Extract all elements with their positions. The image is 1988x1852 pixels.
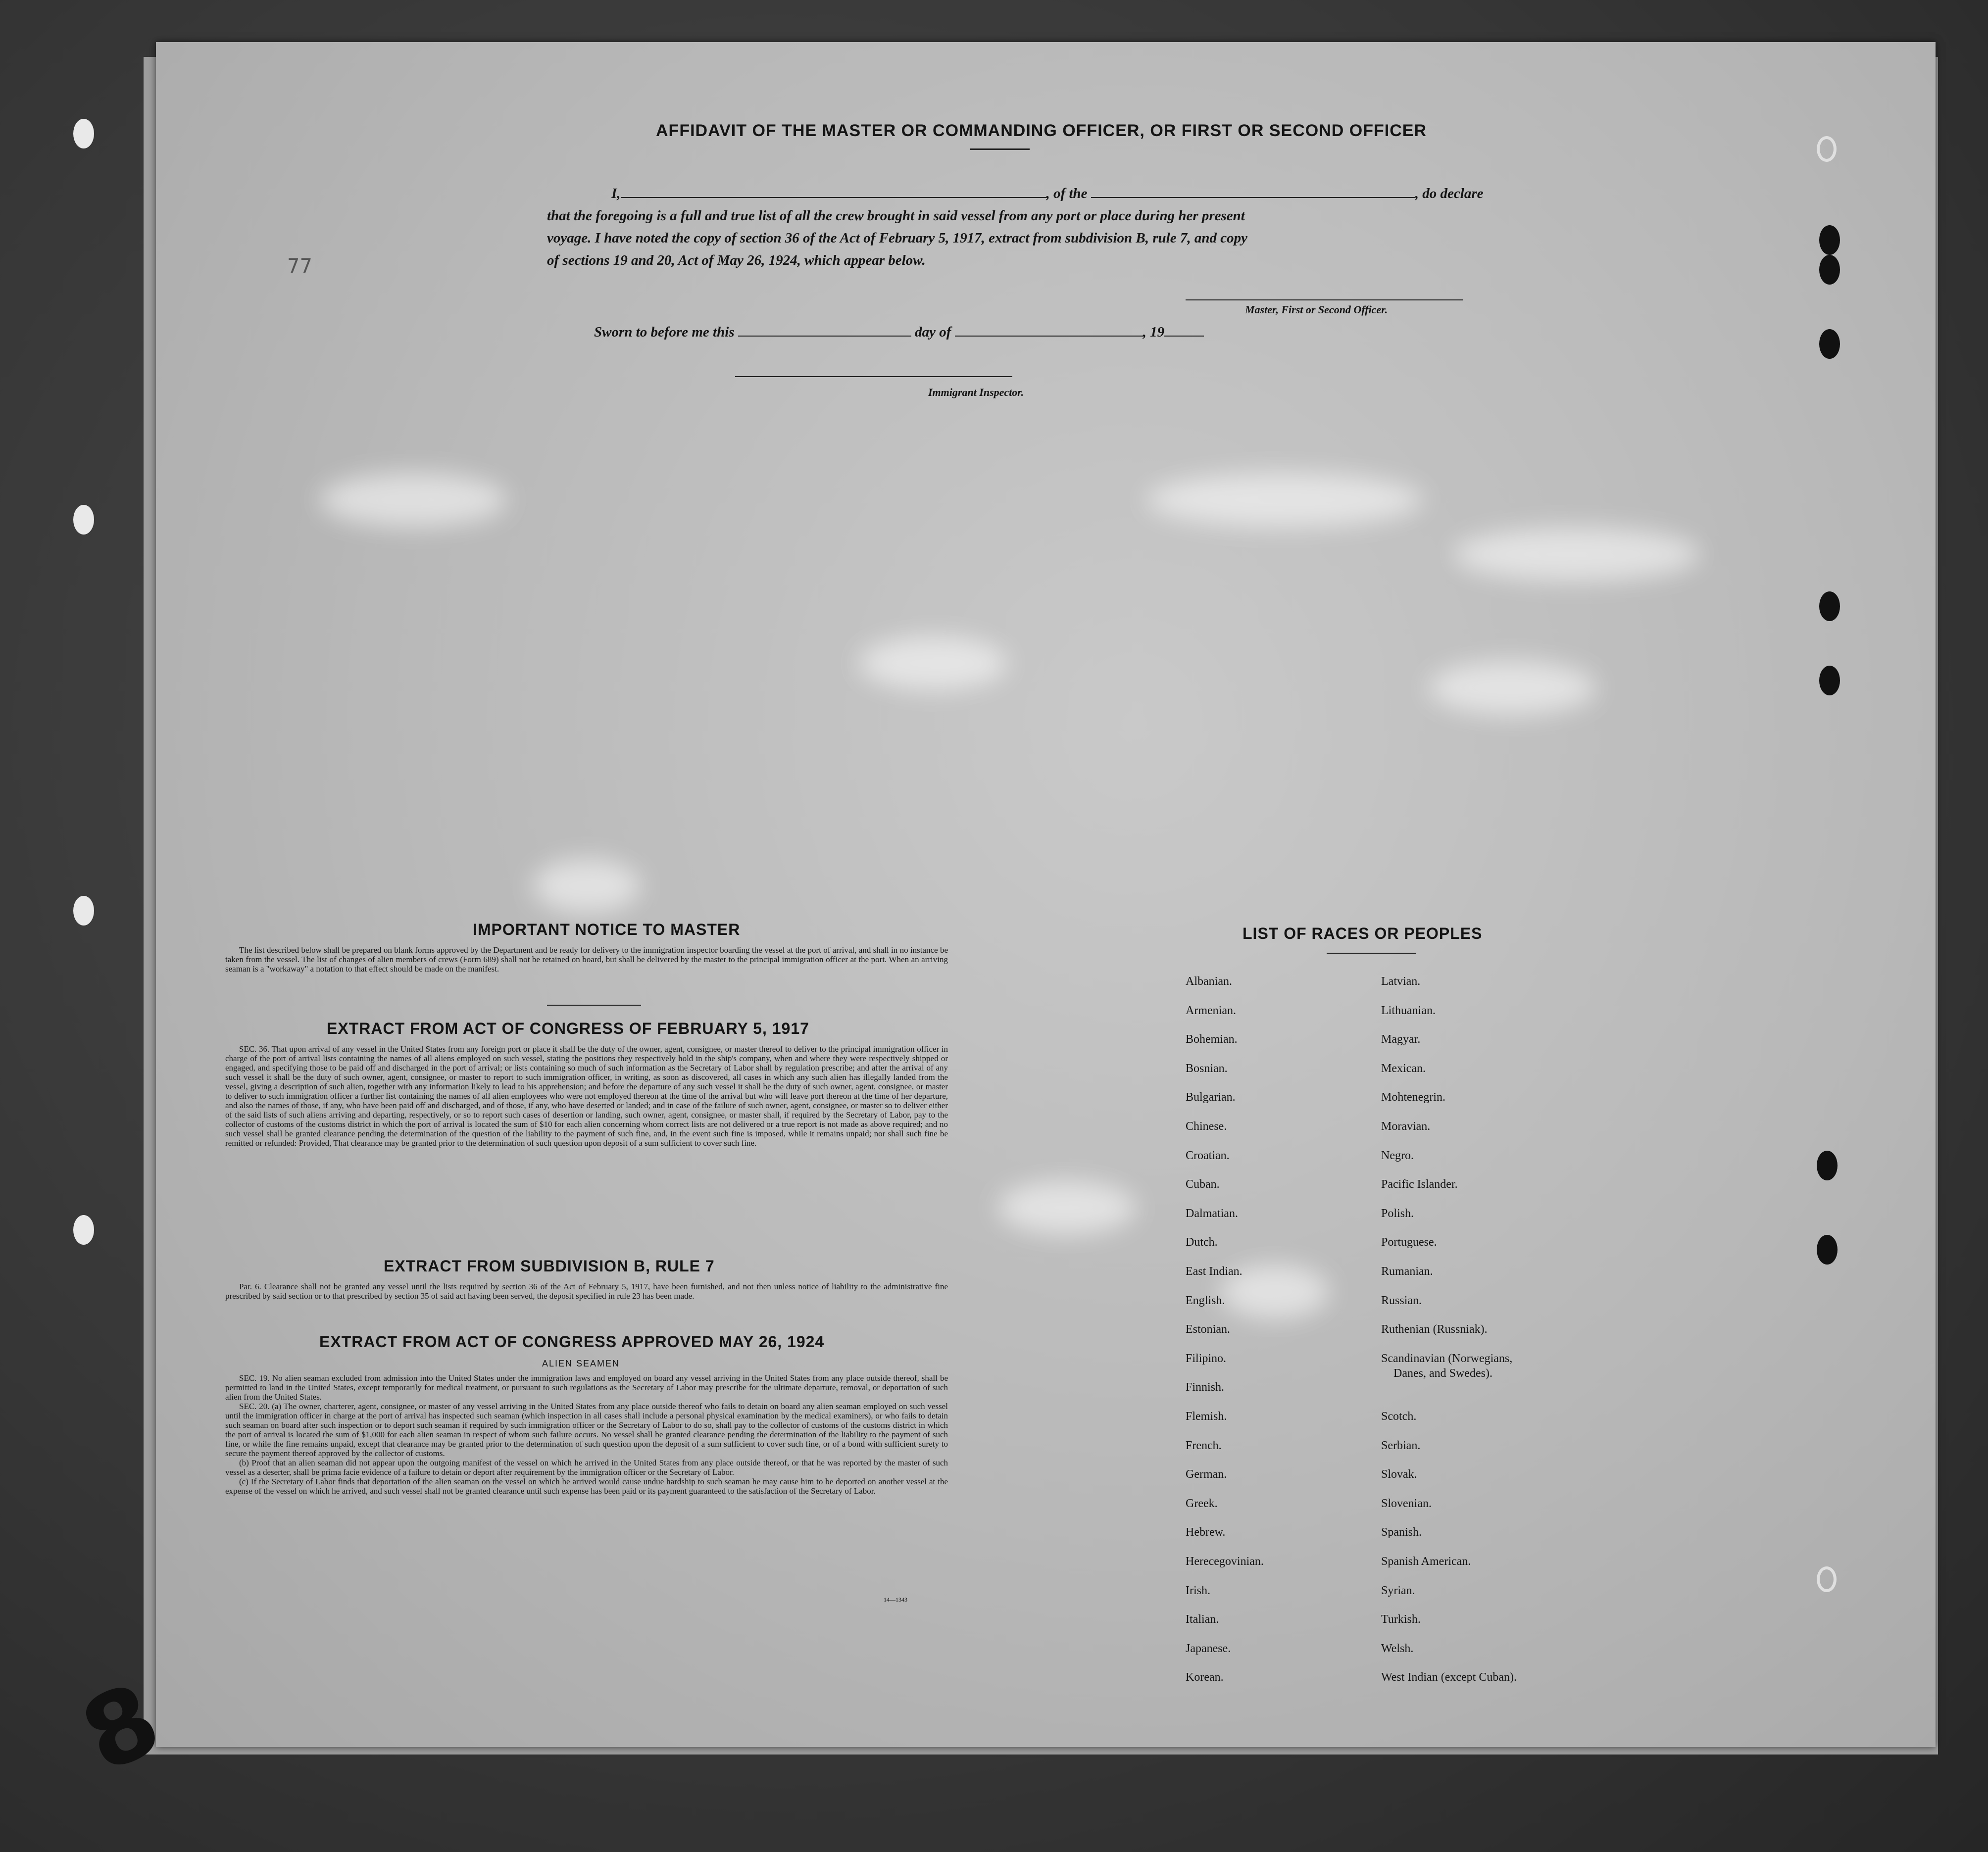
bleed-through-mark [1453, 527, 1700, 582]
inspector-signature-line [735, 376, 1012, 377]
binder-hole [73, 119, 94, 148]
race-item: Finnish. [1186, 1381, 1225, 1394]
affidavit-line-2: that the foregoing is a full and true list of all the crew brought in said vessel from any port or place during her present [547, 208, 1245, 224]
inspector-caption: Immigrant Inspector. [928, 386, 1024, 398]
race-item: Turkish. [1381, 1613, 1421, 1626]
race-item: Albanian. [1186, 975, 1232, 988]
extract-1917-title: EXTRACT FROM ACT OF CONGRESS OF FEBRUARY 5, 1917 [327, 1020, 809, 1037]
race-item: Japanese. [1186, 1642, 1231, 1655]
section-divider [547, 1005, 641, 1006]
race-item: English. [1186, 1294, 1225, 1307]
name-blank [621, 197, 1046, 198]
affidavit-line-4: of sections 19 and 20, Act of May 26, 1924, which appear below. [547, 252, 926, 268]
binder-hole [1817, 1151, 1838, 1180]
extract-1924-title: EXTRACT FROM ACT OF CONGRESS APPROVED MAY 26, 1924 [319, 1333, 825, 1351]
races-title-underline [1327, 953, 1416, 954]
bleed-through-mark [1146, 473, 1423, 527]
race-item: Filipino. [1186, 1352, 1227, 1365]
binder-hole [73, 1215, 94, 1245]
binder-hole [1819, 591, 1840, 621]
race-item: Portuguese. [1381, 1236, 1437, 1249]
race-item: Moravian. [1381, 1120, 1431, 1133]
race-item: German. [1186, 1468, 1227, 1481]
race-item: Bosnian. [1186, 1062, 1228, 1075]
affidavit-text: , 19 [1143, 324, 1165, 340]
race-item: French. [1186, 1439, 1222, 1452]
race-item: Greek. [1186, 1497, 1218, 1510]
race-item: Scotch. [1381, 1410, 1417, 1423]
race-item: Serbian. [1381, 1439, 1421, 1452]
race-item: Negro. [1381, 1149, 1414, 1162]
race-item: Latvian. [1381, 975, 1421, 988]
race-item: Armenian. [1186, 1004, 1236, 1017]
extract-1917-body [225, 1044, 948, 1148]
race-item: Scandinavian (Norwegians, [1381, 1352, 1513, 1365]
affidavit-text: , do declare [1415, 186, 1484, 201]
bleed-through-mark [859, 636, 1007, 690]
notice-paragraph: The list described below shall be prepared on blank forms approved by the Department and be ready for delivery to the immigration inspector boarding the vessel at the port of arrival, and shall in no instance be taken from the vessel. The list of changes of alien members of crews (Form 689) shall not be retained on board, but shall be delivered by the master to the principal immigration officer at the port. When an arriving seaman is a "workaway" a notation to that effect should be made on the manifest. [225, 945, 948, 974]
bleed-through-mark [319, 473, 507, 527]
race-item: Lithuanian. [1381, 1004, 1436, 1017]
affidavit-text: I, [611, 186, 621, 201]
binder-hole [1819, 225, 1840, 255]
race-item: Mexican. [1381, 1062, 1426, 1075]
race-item: Chinese. [1186, 1120, 1227, 1133]
sworn-month-blank [955, 336, 1143, 337]
affidavit-text: day of [915, 324, 951, 340]
race-item: Hebrew. [1186, 1526, 1226, 1539]
sworn-line [594, 324, 1204, 341]
race-item: Syrian. [1381, 1584, 1415, 1597]
sec-19-paragraph: SEC. 19. No alien seaman excluded from admission into the United States under the immigration laws and employed on board any vessel arriving in the United States from any place outside thereof, shall be permitted to land in the United States, except temporarily for medical treatment, or pursuant to such regulations as the Secretary of Labor may prescribe for the ultimate departure, removal, or deportation of such alien from the United States. [225, 1373, 948, 1402]
master-caption: Master, First or Second Officer. [1245, 303, 1388, 316]
affidavit-line-1 [611, 186, 1483, 202]
sec-20b-paragraph: (b) Proof that an alien seaman did not appear upon the outgoing manifest of the vessel on which he arrived in the United States from any place outside thereof, or that he was reported by the master of such vessel as a deserter, shall be prima facie evidence of a failure to detain or deport after requirement by the immigration officer or the Secretary of Labor. [225, 1458, 948, 1477]
handwritten-margin-mark: 77 [287, 255, 312, 278]
alien-seamen-subtitle: ALIEN SEAMEN [542, 1359, 620, 1368]
race-item: Spanish. [1381, 1526, 1422, 1539]
notice-body [225, 945, 948, 974]
race-item: Rumanian. [1381, 1265, 1433, 1278]
par-6-paragraph: Par. 6. Clearance shall not be granted any vessel until the lists required by section 36 of the Act of February 5, 1917, have been furnished, and not then unless notice of liability to the administrative fine prescribed by said section or to that prescribed by section 35 of said act having been served, the deposit specified in rule 23 has been made. [225, 1282, 948, 1301]
affidavit-text: , of the [1046, 186, 1088, 201]
race-item: Ruthenian (Russniak). [1381, 1323, 1488, 1336]
binder-hole [73, 896, 94, 926]
race-item: Estonian. [1186, 1323, 1230, 1336]
race-item: Bohemian. [1186, 1033, 1238, 1046]
race-item: Pacific Islander. [1381, 1178, 1458, 1191]
binder-hole [1819, 666, 1840, 695]
race-item: Korean. [1186, 1671, 1224, 1684]
binder-hole [1819, 329, 1840, 359]
race-item: Polish. [1381, 1207, 1414, 1220]
race-item: Cuban. [1186, 1178, 1220, 1191]
sec-20c-paragraph: (c) If the Secretary of Labor finds that deportation of the alien seaman on the vessel on which he arrived would cause undue hardship to such seaman he may cause him to be deported on another vessel at the expense of the vessel on which he arrived, and such vessel shall not be granted clearance until such expense has been paid or its payment guaranteed to the satisfaction of the Secretary of Labor. [225, 1477, 948, 1496]
binder-hole [1817, 136, 1837, 162]
notice-title: IMPORTANT NOTICE TO MASTER [473, 921, 741, 938]
affidavit-text: Sworn to before me this [594, 324, 735, 340]
extract-1924-body [225, 1373, 948, 1496]
binder-hole [73, 505, 94, 535]
sworn-year-blank [1164, 336, 1204, 337]
bleed-through-mark [1428, 661, 1596, 715]
sec-20a-paragraph: SEC. 20. (a) The owner, charterer, agent, consignee, or master of any vessel arriving in the United States from any place outside thereof who fails to detain on board any alien seaman employed on such vessel until the immigration officer in charge at the port of arrival has inspected such seaman (which inspection in all cases shall include a personal physical examination by the medical examiners), or who fails to detain such seaman on board after such inspection or to deport such seaman if required by such immigration officer or the Secretary of Labor to do so, shall pay to the collector of customs of the customs district in which the port of arrival is located the sum of $1,000 for each alien seaman in respect of whom such failure occurs. No vessel shall be granted clearance pending the determination of the liability to the payment of such fine, or while the fine remains unpaid, except that clearance may be granted prior to the determination of such question upon the deposit of a sum sufficient to cover such fine, or of a bond with sufficient surety to secure the payment thereof approved by the collector of customs. [225, 1402, 948, 1458]
race-item: Dutch. [1186, 1236, 1218, 1249]
race-item: Spanish American. [1381, 1555, 1471, 1568]
affidavit-line-3: voyage. I have noted the copy of section 36 of the Act of February 5, 1917, extract from subdivision B, rule 7, and copy [547, 230, 1247, 246]
race-item: Magyar. [1381, 1033, 1421, 1046]
race-item: Welsh. [1381, 1642, 1414, 1655]
race-item: Croatian. [1186, 1149, 1230, 1162]
affidavit-title: AFFIDAVIT OF THE MASTER OR COMMANDING OFFICER, OR FIRST OR SECOND OFFICER [656, 121, 1427, 140]
race-item: Slovak. [1381, 1468, 1417, 1481]
form-page [65, 42, 1936, 1795]
race-item: Italian. [1186, 1613, 1219, 1626]
race-item: Flemish. [1186, 1410, 1227, 1423]
vessel-blank [1091, 197, 1415, 198]
rule-7-body [225, 1282, 948, 1301]
race-item: Russian. [1381, 1294, 1422, 1307]
race-item: Mohtenegrin. [1381, 1091, 1445, 1104]
race-item: Dalmatian. [1186, 1207, 1238, 1220]
sworn-day-blank [738, 336, 911, 337]
handwritten-corner-mark: 8 [65, 1661, 177, 1795]
race-item: Bulgarian. [1186, 1091, 1236, 1104]
sec-36-paragraph: SEC. 36. That upon arrival of any vessel in the United States from any foreign port or place it shall be the duty of the owner, agent, consignee, or master thereof to deliver to the principal immigration officer in charge of the port of arrival lists containing the names of all aliens employed on such vessel, stating the positions they respectively hold in the ship's company, when and where they were respectively shipped or engaged, and specifying those to be paid off and discharged in the port of arrival; or lists containing so much of such information as the Secretary of Labor shall by regulation prescribe; and after the arrival of any such vessel it shall be the duty of such owner, agent, consignee, or master to report to such immigration officer, in writing, as soon as discovered, all cases in which any such alien has illegally landed from the vessel, giving a description of such alien, together with any information likely to lead to his apprehension; and before the departure of any such vessel it shall be the duty of such owner, agent, consignee, or master to deliver to such immigration officer a further list containing the names of all alien employees who were not employed thereon at the time of the arrival but who will leave port thereon at the time of her departure, and also the names of those, if any, who have been paid off and discharged, and of those, if any, who have deserted or landed; and in case of the failure of such owner, agent, consignee, or master so to deliver either of the said lists of such aliens arriving and departing, respectively, or so to report such cases of desertion or landing, such owner, agent, consignee, or master shall, if required by the Secretary of Labor, pay to the collector of customs of the customs district in which the port of arrival is located the sum of $10 for each alien concerning whom correct lists are not delivered or a true report is not made as above required; and no such vessel shall be granted clearance pending the determination of the question of the liability to the payment of such fine, and, in the event such fine is imposed, while it remains unpaid; nor shall such fine be remitted or refunded: Provided, That clearance may be granted prior to the determination of such question upon deposit of a sum sufficient to cover such fine. [225, 1044, 948, 1148]
bleed-through-mark [997, 1180, 1136, 1235]
race-item: Slovenian. [1381, 1497, 1432, 1510]
form-number: 14—1343 [884, 1596, 907, 1603]
rule-7-title: EXTRACT FROM SUBDIVISION B, RULE 7 [384, 1257, 715, 1275]
race-item: Irish. [1186, 1584, 1210, 1597]
binder-hole [1817, 1566, 1837, 1592]
race-item: West Indian (except Cuban). [1381, 1671, 1517, 1684]
binder-hole [1817, 1235, 1838, 1265]
bleed-through-mark [532, 859, 641, 913]
master-signature-line [1186, 299, 1463, 300]
binder-hole [1819, 255, 1840, 285]
races-title: LIST OF RACES OR PEOPLES [1242, 925, 1483, 942]
race-item: Herecegovinian. [1186, 1555, 1264, 1568]
race-item-continuation: Danes, and Swedes). [1393, 1366, 1492, 1380]
race-item: East Indian. [1186, 1265, 1242, 1278]
affidavit-title-underline [970, 148, 1030, 150]
